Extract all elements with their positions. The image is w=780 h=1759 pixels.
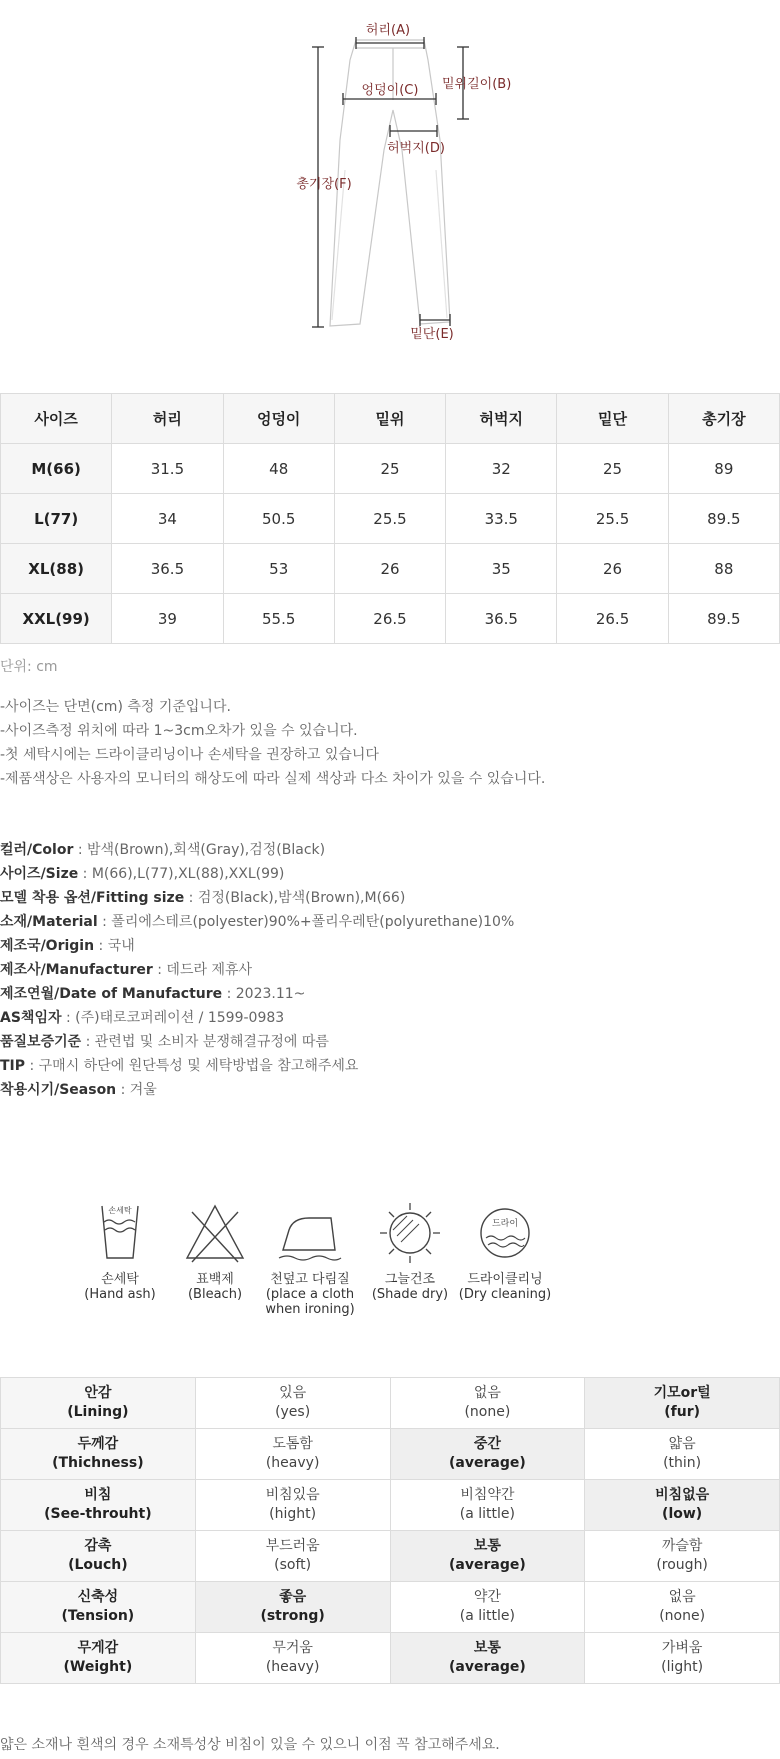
care-item-shade-dry	[360, 1200, 460, 1302]
fabric-option-label: 얇음	[668, 1436, 696, 1452]
fabric-option-english: (low)	[662, 1506, 703, 1522]
fabric-option-label: 보통	[473, 1640, 501, 1656]
fabric-option-english: (fur)	[664, 1404, 700, 1420]
unit-note: 단위: cm	[0, 659, 58, 675]
spec-value: : (주)태로코퍼레이션 / 1599-0983	[61, 1010, 285, 1026]
fabric-option-label: 보통	[473, 1538, 501, 1554]
fabric-attribute-cell	[1, 1480, 196, 1531]
fabric-option-label: 비침약간	[460, 1487, 515, 1503]
note-line: -제품색상은 사용자의 모니터의 해상도에 따라 실제 색상과 다소 차이가 있을 수 있습니다.	[0, 771, 546, 787]
fabric-option	[585, 1429, 780, 1480]
shade-dry-icon	[375, 1200, 445, 1266]
spec-key: AS책임자	[0, 1010, 62, 1026]
hem-label: 밑단(E)	[410, 327, 454, 342]
table-row	[1, 544, 780, 594]
size-name-cell: L(77)	[1, 494, 112, 544]
fabric-attribute-cell	[1, 1531, 196, 1582]
fabric-option	[195, 1480, 390, 1531]
fabric-option-english: (none)	[659, 1608, 706, 1624]
spec-key: 제조사/Manufacturer	[0, 962, 153, 978]
fabric-attribute-name: 비침	[84, 1487, 112, 1503]
care-label-line: 그늘건조	[384, 1272, 436, 1287]
fabric-option	[390, 1480, 585, 1531]
hip-label: 엉덩이(C)	[361, 83, 419, 98]
fabric-attribute-cell	[1, 1429, 196, 1480]
fabric-attribute-cell	[1, 1633, 196, 1684]
care-item-dry-cleaning	[455, 1200, 555, 1302]
fabric-option	[390, 1582, 585, 1633]
fabric-attribute-cell	[1, 1378, 196, 1429]
fabric-option-english: (rough)	[656, 1557, 708, 1573]
spec-line	[0, 934, 514, 958]
fabric-option-english: (none)	[464, 1404, 511, 1420]
table-row	[1, 594, 780, 644]
care-item-no-bleach	[165, 1200, 265, 1302]
fabric-option-english: (a little)	[459, 1608, 515, 1624]
table-row	[1, 1531, 780, 1582]
size-value-cell: 26	[334, 544, 445, 594]
size-table-header: 총기장	[668, 394, 779, 444]
care-label-line: (Dry cleaning)	[458, 1287, 552, 1302]
care-label-line: when ironing)	[265, 1302, 355, 1317]
fabric-table	[0, 1377, 780, 1684]
spec-key: 제조연월/Date of Manufacture	[0, 986, 223, 1002]
fabric-option-english: (soft)	[274, 1557, 312, 1573]
spec-key: 착용시기/Season	[0, 1082, 117, 1098]
hand-wash-icon	[85, 1200, 155, 1266]
rise-label: 밑위길이(B)	[442, 77, 512, 92]
fabric-option-selected	[390, 1633, 585, 1684]
fabric-option-selected	[585, 1378, 780, 1429]
fabric-option-label: 까슬함	[661, 1538, 703, 1554]
spec-value: : 폴리에스테르(polyester)90%+폴리우레탄(polyurethane)10%	[97, 914, 515, 930]
fabric-attribute-name: 안감	[84, 1385, 112, 1401]
product-specs	[0, 838, 514, 1102]
note-line: -사이즈는 단면(cm) 측정 기준입니다.	[0, 699, 231, 715]
size-value-cell: 34	[112, 494, 223, 544]
spec-line	[0, 1030, 514, 1054]
care-item-hand-wash	[70, 1200, 170, 1302]
fabric-option-english: (thin)	[663, 1455, 702, 1471]
fabric-option-label: 비침있음	[265, 1487, 320, 1503]
size-value-cell: 26.5	[334, 594, 445, 644]
spec-line	[0, 1054, 514, 1078]
spec-line	[0, 910, 514, 934]
care-label-line: (Hand ash)	[84, 1287, 156, 1302]
note-line: -첫 세탁시에는 드라이클리닝이나 손세탁을 권장하고 있습니다	[0, 747, 379, 763]
size-value-cell: 36.5	[112, 544, 223, 594]
fabric-attribute-name: 신축성	[77, 1589, 119, 1605]
spec-value: : 국내	[94, 938, 135, 954]
fabric-option-selected	[390, 1429, 585, 1480]
spec-key: 소재/Material	[0, 914, 98, 930]
size-name-cell: XL(88)	[1, 544, 112, 594]
fabric-option-label: 중간	[473, 1436, 501, 1452]
care-label	[360, 1272, 460, 1302]
fabric-option	[195, 1378, 390, 1429]
spec-line	[0, 1006, 514, 1030]
size-value-cell: 25	[334, 444, 445, 494]
fabric-option-label: 좋음	[279, 1589, 307, 1605]
spec-key: 모델 착용 옵션/Fitting size	[0, 890, 185, 906]
care-label	[455, 1272, 555, 1302]
size-value-cell: 53	[223, 544, 334, 594]
fabric-option-english: (hight)	[269, 1506, 317, 1522]
spec-line	[0, 982, 514, 1006]
fabric-option	[195, 1429, 390, 1480]
fabric-attribute-name: 두께감	[77, 1436, 119, 1452]
table-row	[1, 1429, 780, 1480]
size-table-header: 사이즈	[1, 394, 112, 444]
fabric-option	[195, 1633, 390, 1684]
fabric-attribute-english: (Thichness)	[52, 1455, 144, 1471]
spec-key: TIP	[0, 1058, 26, 1074]
fabric-option-label: 약간	[473, 1589, 501, 1605]
size-value-cell: 89.5	[668, 494, 779, 544]
spec-key: 사이즈/Size	[0, 866, 79, 882]
fabric-attribute-english: (See-throuht)	[44, 1506, 152, 1522]
care-label-line: 천덮고 다림질	[270, 1272, 350, 1287]
fabric-option-english: (yes)	[275, 1404, 311, 1420]
table-row	[1, 1582, 780, 1633]
fabric-option-selected	[585, 1480, 780, 1531]
fabric-option-label: 기모or털	[653, 1385, 711, 1401]
fabric-option	[390, 1378, 585, 1429]
spec-value: : 밤색(Brown),회색(Gray),검정(Black)	[73, 842, 326, 858]
size-notes	[0, 695, 545, 791]
table-row	[1, 494, 780, 544]
fabric-option-english: (average)	[449, 1659, 526, 1675]
size-value-cell: 50.5	[223, 494, 334, 544]
size-value-cell: 55.5	[223, 594, 334, 644]
table-row	[1, 444, 780, 494]
size-value-cell: 25	[557, 444, 668, 494]
note-line: -사이즈측정 위치에 따라 1~3cm오차가 있을 수 있습니다.	[0, 723, 358, 739]
size-value-cell: 36.5	[446, 594, 557, 644]
spec-line	[0, 958, 514, 982]
spec-value: : 구매시 하단에 원단특성 및 세탁방법을 참고해주세요	[25, 1058, 359, 1074]
table-row	[1, 1633, 780, 1684]
care-label-line: (place a cloth	[265, 1287, 355, 1302]
spec-value: : 겨울	[116, 1082, 157, 1098]
spec-value: : 관련법 및 소비자 분쟁해결규정에 따름	[81, 1034, 329, 1050]
care-label	[165, 1272, 265, 1302]
fabric-option-english: (a little)	[459, 1506, 515, 1522]
fabric-attribute-name: 무게감	[77, 1640, 119, 1656]
size-value-cell: 33.5	[446, 494, 557, 544]
size-value-cell: 35	[446, 544, 557, 594]
size-table-header: 밑단	[557, 394, 668, 444]
care-label-line: (Shade dry)	[371, 1287, 449, 1302]
fabric-option-english: (heavy)	[265, 1455, 320, 1471]
fabric-option	[195, 1531, 390, 1582]
fabric-attribute-english: (Weight)	[63, 1659, 133, 1675]
size-value-cell: 26.5	[557, 594, 668, 644]
size-value-cell: 25.5	[334, 494, 445, 544]
fabric-option	[585, 1582, 780, 1633]
pants-size-diagram	[0, 0, 780, 350]
spec-key: 컬러/Color	[0, 842, 74, 858]
size-table-header: 엉덩이	[223, 394, 334, 444]
svg-text:드라이: 드라이	[491, 1219, 519, 1229]
spec-value: : 2023.11~	[222, 986, 306, 1002]
spec-value: : 검정(Black),밤색(Brown),M(66)	[184, 890, 406, 906]
fabric-option-english: (average)	[449, 1455, 526, 1471]
fabric-option-label: 있음	[279, 1385, 307, 1401]
size-value-cell: 31.5	[112, 444, 223, 494]
care-label-line: 표백제	[196, 1272, 234, 1287]
thigh-label: 허벅지(D)	[387, 141, 445, 156]
care-label	[260, 1272, 360, 1317]
fabric-option-english: (average)	[449, 1557, 526, 1573]
fabric-option-selected	[195, 1582, 390, 1633]
fabric-option-label: 가벼움	[661, 1640, 703, 1656]
dry-cleaning-icon	[470, 1200, 540, 1266]
size-value-cell: 25.5	[557, 494, 668, 544]
size-value-cell: 39	[112, 594, 223, 644]
fabric-option-label: 도톰함	[272, 1436, 313, 1452]
waist-label: 허리(A)	[365, 23, 411, 38]
table-row	[1, 1378, 780, 1429]
fabric-attribute-english: (Lining)	[67, 1404, 129, 1420]
size-value-cell: 89	[668, 444, 779, 494]
fabric-option	[585, 1633, 780, 1684]
fabric-option-english: (light)	[661, 1659, 704, 1675]
spec-key: 제조국/Origin	[0, 938, 95, 954]
size-value-cell: 26	[557, 544, 668, 594]
size-name-cell: XXL(99)	[1, 594, 112, 644]
size-table-header: 허벅지	[446, 394, 557, 444]
size-table-header-row	[1, 394, 780, 444]
fabric-option	[585, 1531, 780, 1582]
fabric-attribute-english: (Tension)	[61, 1608, 135, 1624]
size-value-cell: 48	[223, 444, 334, 494]
care-instructions	[70, 1200, 552, 1330]
size-value-cell: 32	[446, 444, 557, 494]
spec-line	[0, 1078, 514, 1102]
fabric-option-label: 비침없음	[655, 1487, 710, 1503]
fabric-option-label: 무거움	[272, 1640, 313, 1656]
care-label-line: (Bleach)	[187, 1287, 243, 1302]
care-item-iron-cloth	[260, 1200, 360, 1317]
spec-line	[0, 838, 514, 862]
spec-key: 품질보증기준	[0, 1034, 82, 1050]
spec-line	[0, 886, 514, 910]
fabric-option-english: (strong)	[260, 1608, 325, 1624]
fabric-attribute-cell	[1, 1582, 196, 1633]
size-table-header: 허리	[112, 394, 223, 444]
care-label	[70, 1272, 170, 1302]
spec-value: : M(66),L(77),XL(88),XXL(99)	[78, 866, 285, 882]
fabric-option-label: 부드러움	[265, 1538, 320, 1554]
fabric-option-english: (heavy)	[265, 1659, 320, 1675]
spec-line	[0, 862, 514, 886]
size-name-cell: M(66)	[1, 444, 112, 494]
footer-note: 얇은 소재나 흰색의 경우 소재특성상 비침이 있을 수 있으니 이점 꼭 참고해주세요.	[0, 1737, 500, 1753]
no-bleach-icon	[180, 1200, 250, 1266]
size-value-cell: 88	[668, 544, 779, 594]
iron-with-cloth-icon	[275, 1200, 345, 1266]
table-row	[1, 1480, 780, 1531]
fabric-option-label: 없음	[668, 1589, 696, 1605]
size-table	[0, 393, 780, 644]
fabric-attribute-english: (Louch)	[68, 1557, 128, 1573]
svg-text:손세탁: 손세탁	[108, 1206, 132, 1215]
spec-value: : 데드라 제휴사	[152, 962, 253, 978]
fabric-option-selected	[390, 1531, 585, 1582]
fabric-option-label: 없음	[473, 1385, 501, 1401]
total-length-label: 총기장(F)	[296, 177, 352, 192]
fabric-attribute-name: 감촉	[84, 1538, 112, 1554]
size-table-header: 밑위	[334, 394, 445, 444]
care-label-line: 손세탁	[101, 1272, 139, 1287]
size-value-cell: 89.5	[668, 594, 779, 644]
care-label-line: 드라이클리닝	[467, 1272, 543, 1287]
